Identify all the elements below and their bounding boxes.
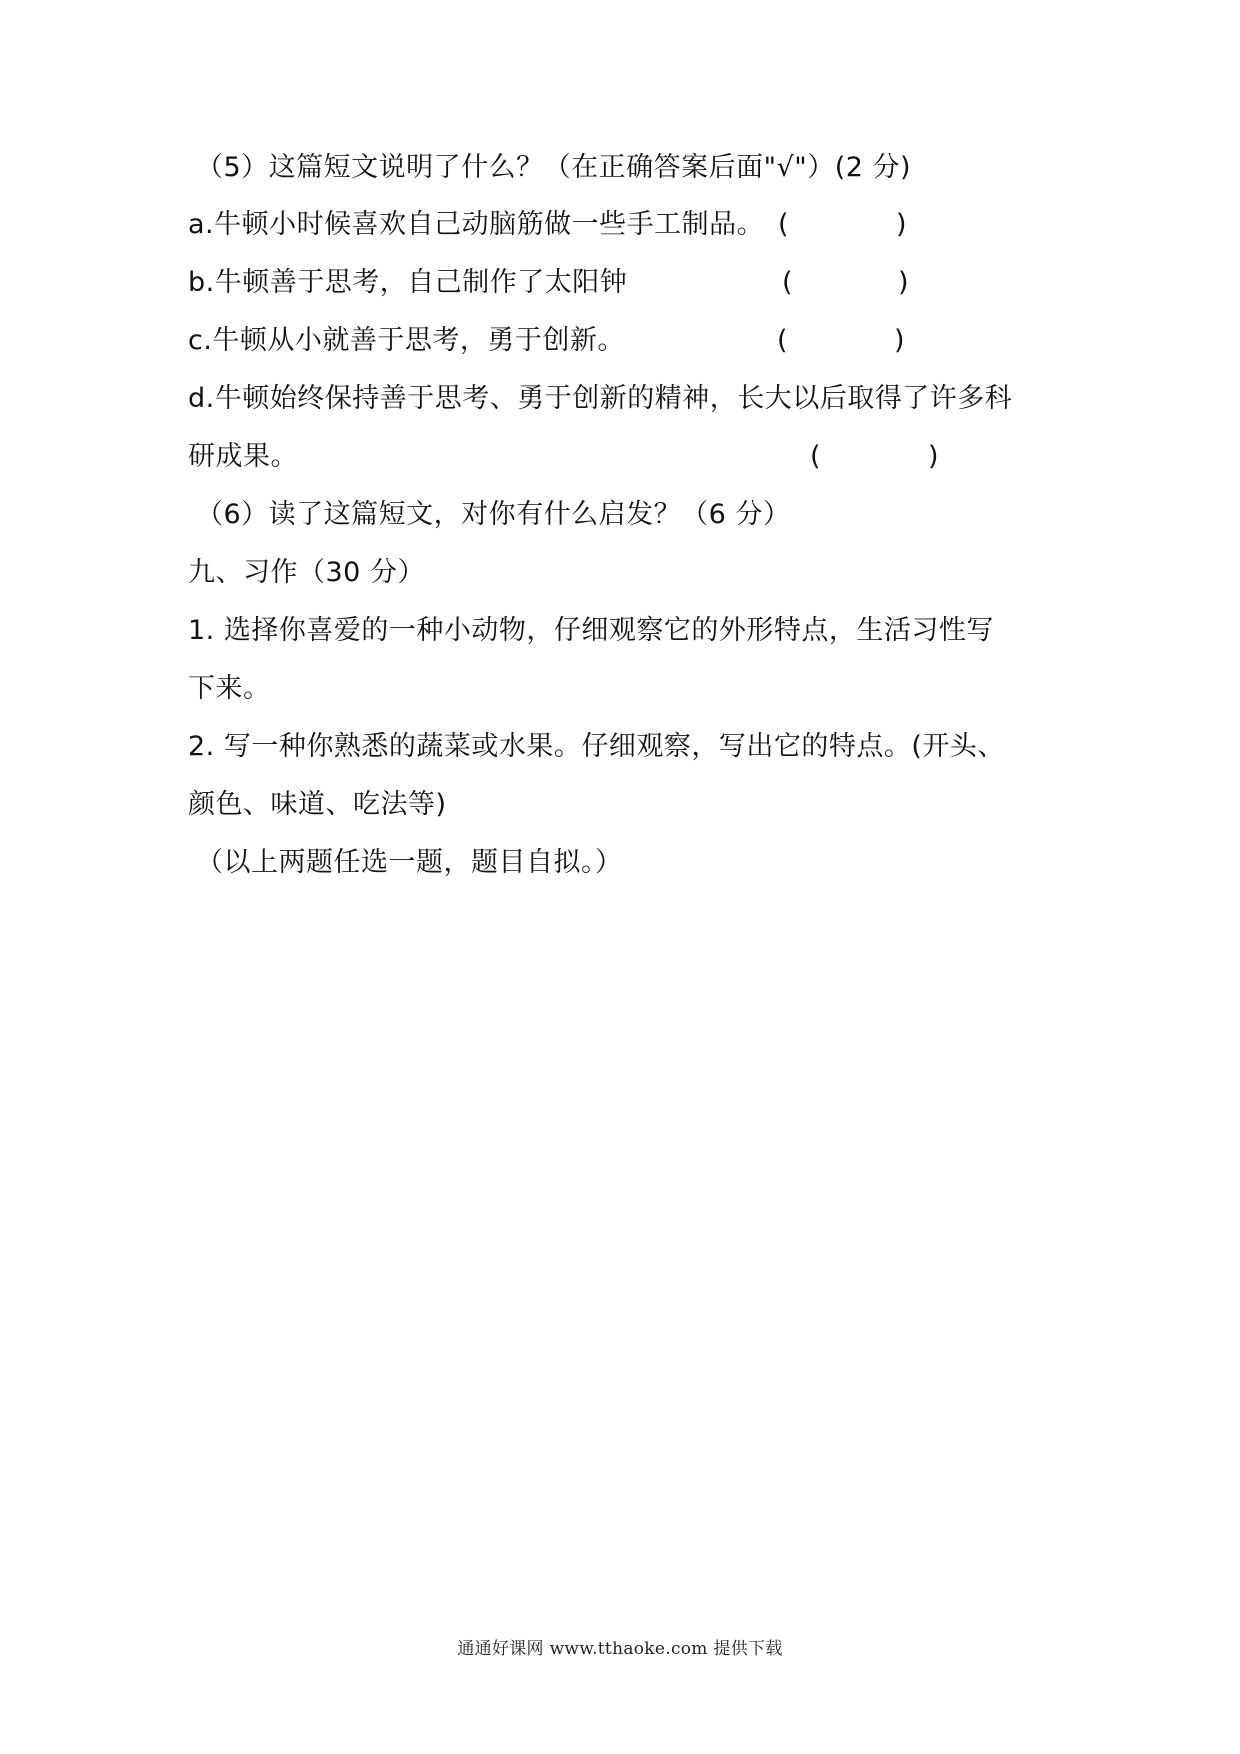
question-5-prompt: （5）这篇短文说明了什么？（在正确答案后面"√"）(2 分) — [196, 152, 912, 183]
writing-task-1-line1: 1. 选择你喜爱的一种小动物，仔细观察它的外形特点，生活习性写 — [188, 615, 994, 646]
writing-task-1-line2: 下来。 — [188, 673, 271, 704]
option-b-text: b.牛顿善于思考，自己制作了太阳钟 — [188, 267, 628, 298]
close-paren: ) — [898, 267, 909, 298]
section-9-heading: 九、习作（30 分） — [188, 557, 425, 588]
close-paren: ) — [928, 441, 939, 472]
writing-note: （以上两题任选一题，题目自拟。） — [196, 847, 623, 878]
option-d-text-line2: 研成果。 — [188, 441, 298, 472]
open-paren: ( — [777, 325, 788, 356]
close-paren: ) — [894, 325, 905, 356]
open-paren: ( — [810, 441, 821, 472]
option-d-text-line1: d.牛顿始终保持善于思考、勇于创新的精神，长大以后取得了许多科 — [188, 383, 1013, 414]
writing-task-2-line2: 颜色、味道、吃法等) — [188, 789, 447, 820]
open-paren: ( — [782, 267, 793, 298]
option-c-text: c.牛顿从小就善于思考，勇于创新。 — [188, 325, 625, 356]
option-a-text: a.牛顿小时候喜欢自己动脑筋做一些手工制品。 — [188, 209, 765, 240]
page-footer: 通通好课网 www.tthaoke.com 提供下载 — [457, 1639, 783, 1659]
writing-task-2-line1: 2. 写一种你熟悉的蔬菜或水果。仔细观察，写出它的特点。(开头、 — [188, 731, 1005, 762]
question-6-prompt: （6）读了这篇短文，对你有什么启发？（6 分） — [196, 499, 791, 530]
open-paren: ( — [778, 209, 789, 240]
close-paren: ) — [896, 209, 907, 240]
